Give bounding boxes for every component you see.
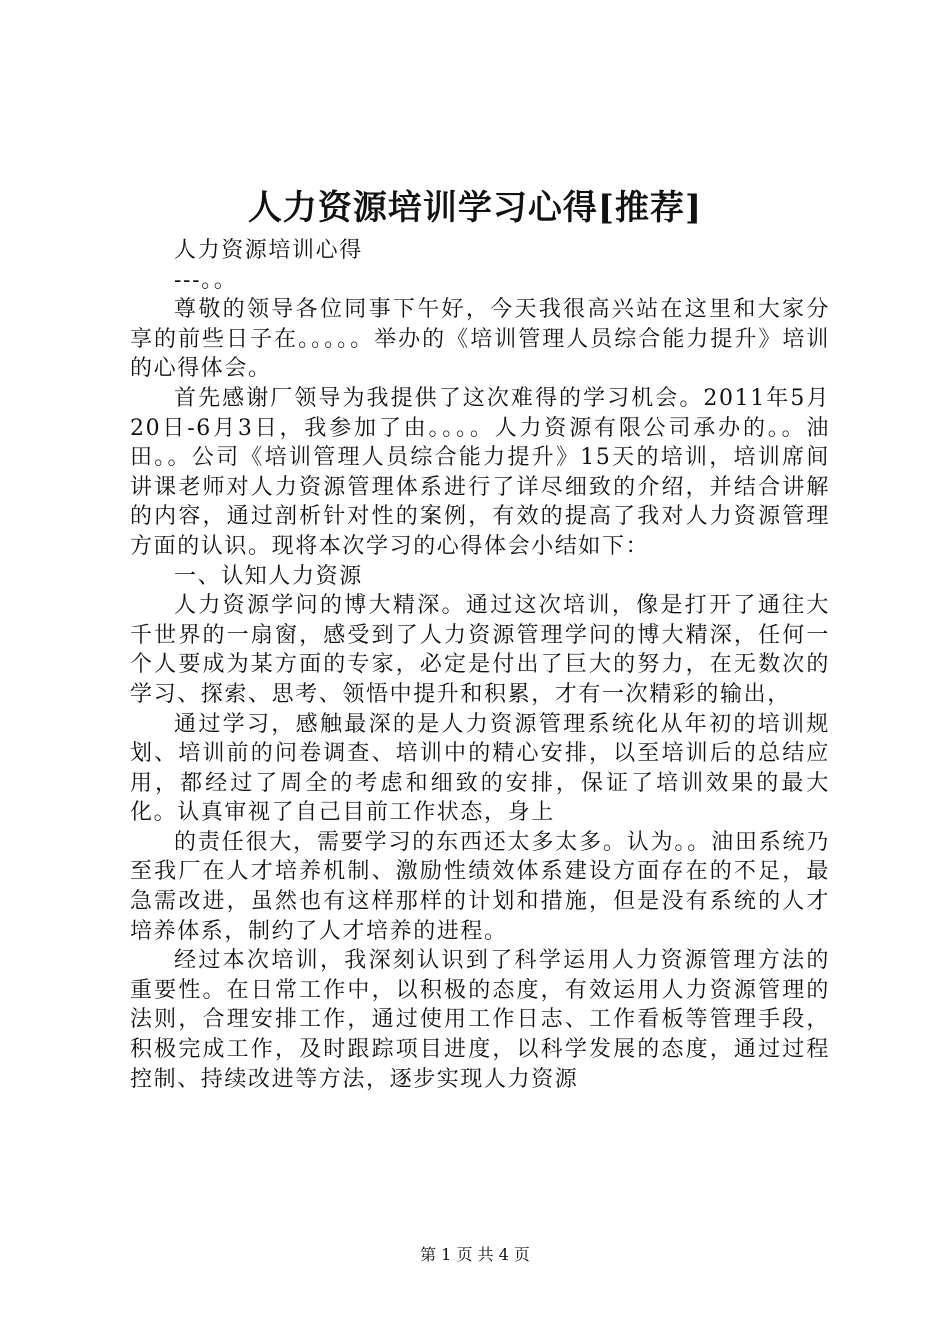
- section-heading-1: 一、认知人力资源: [174, 563, 363, 589]
- paragraph-greeting: 尊敬的领导各位同事下午好，今天我很高兴站在这里和大家分享的前些日子在。。。。。举办的《培训管理人员综合能力提升》培训的心得体会。: [130, 297, 830, 382]
- paragraph-responsibility: 的责任很大，需要学习的东西还太多太多。认为。。油田系统乃至我厂在人才培养机制、激励性绩效体系建设方面存在的不足，最急需改进，虽然也有这样那样的计划和措施，但是没有系统的人才培养体系，制约了人才培养的进程。: [130, 829, 830, 944]
- paragraph-dashes: ---。。: [174, 267, 238, 293]
- page-footer: 第 1 页 共 4 页: [420, 1245, 530, 1264]
- paragraph-subtitle: 人力资源培训心得: [174, 238, 363, 263]
- paragraph-study: 通过学习，感触最深的是人力资源管理系统化从年初的培训规划、培训前的问卷调查、培训中的精心安排，以至培训后的总结应用，都经过了周全的考虑和细致的安排，保证了培训效果的最大化。认真审视了自己目前工作状态，身上: [130, 711, 830, 826]
- paragraph-conclusion: 经过本次培训，我深刻认识到了科学运用人力资源管理方法的重要性。在日常工作中，以积极的态度，有效运用人力资源管理的法则，合理安排工作，通过使用工作日志、工作看板等管理手段，积极完成工作，及时跟踪项目进度，以科学发展的态度，通过过程控制、持续改进等方法，逐步实现人力资源: [130, 948, 830, 1092]
- paragraph-knowledge: 人力资源学问的博大精深。通过这次培训，像是打开了通往大千世界的一扇窗，感受到了人力资源管理学问的博大精深，任何一个人要成为某方面的专家，必定是付出了巨大的努力，在无数次的学习、探索、思考、领悟中提升和积累，才有一次精彩的输出，: [130, 593, 830, 707]
- paragraph-thanks: 首先感谢厂领导为我提供了这次难得的学习机会。2011年5月20日-6月3日，我参加了由。。。。人力资源有限公司承办的。。油田。。公司《培训管理人员综合能力提升》15天的培训，培训席间讲课老师对人力资源管理体系进行了详尽细致的介绍，并结合讲解的内容，通过剖析针对性的案例，有效的提高了我对人力资源管理方面的认识。现将本次学习的心得体会小结如下：: [130, 385, 830, 559]
- document-title: 人力资源培训学习心得[推荐]: [247, 188, 703, 228]
- document-body: [130, 236, 830, 1094]
